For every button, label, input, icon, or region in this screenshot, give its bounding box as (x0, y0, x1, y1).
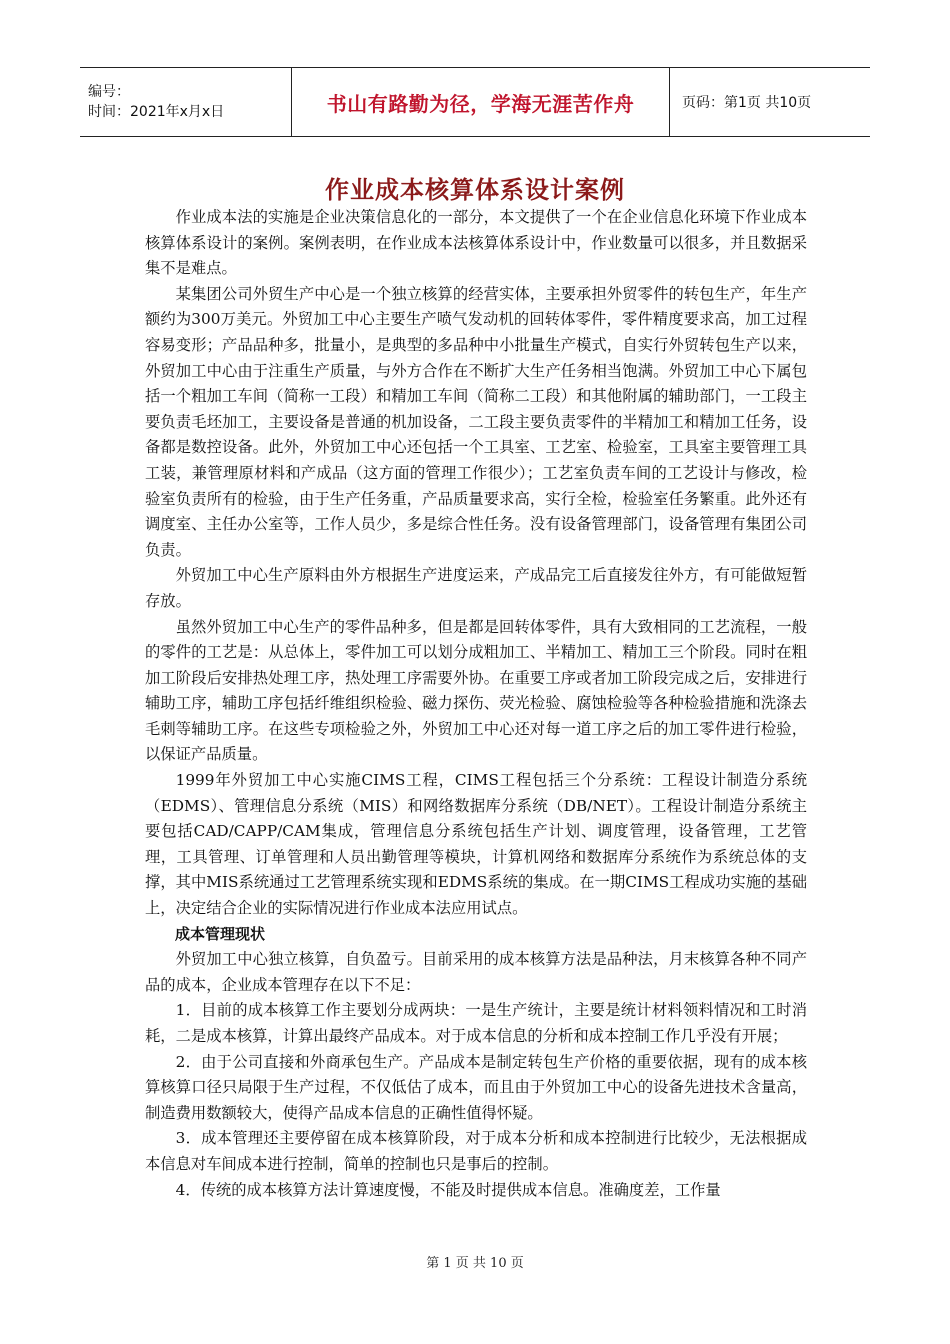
header-motto-cell (291, 68, 670, 136)
document-date-label: 时间：2021年x月x日 (88, 104, 225, 120)
paragraph: 1999年外贸加工中心实施CIMS工程，CIMS工程包括三个分系统：工程设计制造分系统（EDMS）、管理信息分系统（MIS）和网络数据库分系统（DB/NET）。工程设计制造分系统主要包括CAD/CAPP/CAM集成，管理信息分系统包括生产计划、调度管理，设备管理，工艺管理，工具管理、订单管理和人员出勤管理等模块，计算机网络和数据库分系统作为系统总体的支撑，其中MIS系统通过工艺管理系统实现和EDMS系统的集成。在一期CIMS工程成功实施的基础上，决定结合企业的实际情况进行作业成本法应用试点。 (145, 771, 807, 918)
paragraph: 外贸加工中心独立核算，自负盈亏。目前采用的成本核算方法是品种法，月末核算各种不同产品的成本，企业成本管理存在以下不足： (145, 950, 807, 994)
header-table (80, 67, 870, 137)
header-meta (80, 68, 291, 136)
document-title: 作业成本核算体系设计案例 (325, 176, 625, 204)
document-number-label: 编号： (88, 84, 130, 100)
list-item: 2．由于公司直接和外商承包生产。产品成本是制定转包生产价格的重要依据，现有的成本核算核算口径只局限于生产过程，不仅低估了成本，而且由于外贸加工中心的设备先进技术含量高，制造费用数额较大，使得产品成本信息的正确性值得怀疑。 (145, 1052, 807, 1122)
list-item: 3．成本管理还主要停留在成本核算阶段，对于成本分析和成本控制进行比较少，无法根据成本信息对车间成本进行控制，简单的控制也只是事后的控制。 (145, 1129, 807, 1173)
paragraph: 某集团公司外贸生产中心是一个独立核算的经营实体，主要承担外贸零件的转包生产，年生产额约为300万美元。外贸加工中心主要生产喷气发动机的回转体零件，零件精度要求高，加工过程容易变形；产品品种多，批量小，是典型的多品种中小批量生产模式，自实行外贸转包生产以来，外贸加工中心由于注重生产质量，与外方合作在不断扩大生产任务相当饱满。外贸加工中心下属包括一个粗加工车间（简称一工段）和精加工车间（简称二工段）和其他附属的辅助部门，一工段主要负责毛坯加工，主要设备是普通的机加设备，二工段主要负责零件的半精加工和精加工任务，设备都是数控设备。此外，外贸加工中心还包括一个工具室、工艺室、检验室，工具室主要管理工具工装，兼管理原材料和产成品（这方面的管理工作很少）；工艺室负责车间的工艺设计与修改，检验室负责所有的检验，由于生产任务重，产品质量要求高，实行全检，检验室任务繁重。此外还有调度室、主任办公室等，工作人员少，多是综合性任务。没有设备管理部门，设备管理有集团公司负责。 (145, 284, 807, 559)
list-item: 4．传统的成本核算方法计算速度慢，不能及时提供成本信息。准确度差，工作量 (175, 1180, 721, 1199)
paragraph: 虽然外贸加工中心生产的零件品种多，但是都是回转体零件，具有大致相同的工艺流程，一般的零件的工艺是：从总体上，零件加工可以划分成粗加工、半精加工、精加工三个阶段。同时在粗加工阶段后安排热处理工序，热处理工序需要外协。在重要工序或者加工阶段完成之后，安排进行辅助工序，辅助工序包括纤维组织检验、磁力探伤、荧光检验、腐蚀检验等各种检验措施和洗涤去毛刺等辅助工序。在这些专项检验之外，外贸加工中心还对每一道工序之后的加工零件进行检验，以保证产品质量。 (145, 617, 807, 764)
paragraph: 作业成本法的实施是企业决策信息化的一部分，本文提供了一个在企业信息化环境下作业成本核算体系设计的案例。案例表明，在作业成本法核算体系设计中，作业数量可以很多，并且数据采集不是难点。 (145, 208, 807, 278)
document-body (145, 205, 807, 1203)
header-page-number: 页码：第1页 共10页 (682, 95, 812, 111)
header-motto: 书山有路勤为径，学海无涯苦作舟 (326, 91, 635, 116)
page-footer: 第 1 页 共 10 页 (426, 1256, 524, 1271)
list-item: 1．目前的成本核算工作主要划分成两块：一是生产统计，主要是统计材料领料情况和工时消耗，二是成本核算，计算出最终产品成本。对于成本信息的分析和成本控制工作几乎没有开展； (145, 1001, 807, 1045)
paragraph: 外贸加工中心生产原料由外方根据生产进度运来，产成品完工后直接发往外方，有可能做短暂存放。 (145, 566, 807, 610)
section-heading: 成本管理现状 (175, 924, 266, 943)
header-page-cell (670, 68, 870, 136)
